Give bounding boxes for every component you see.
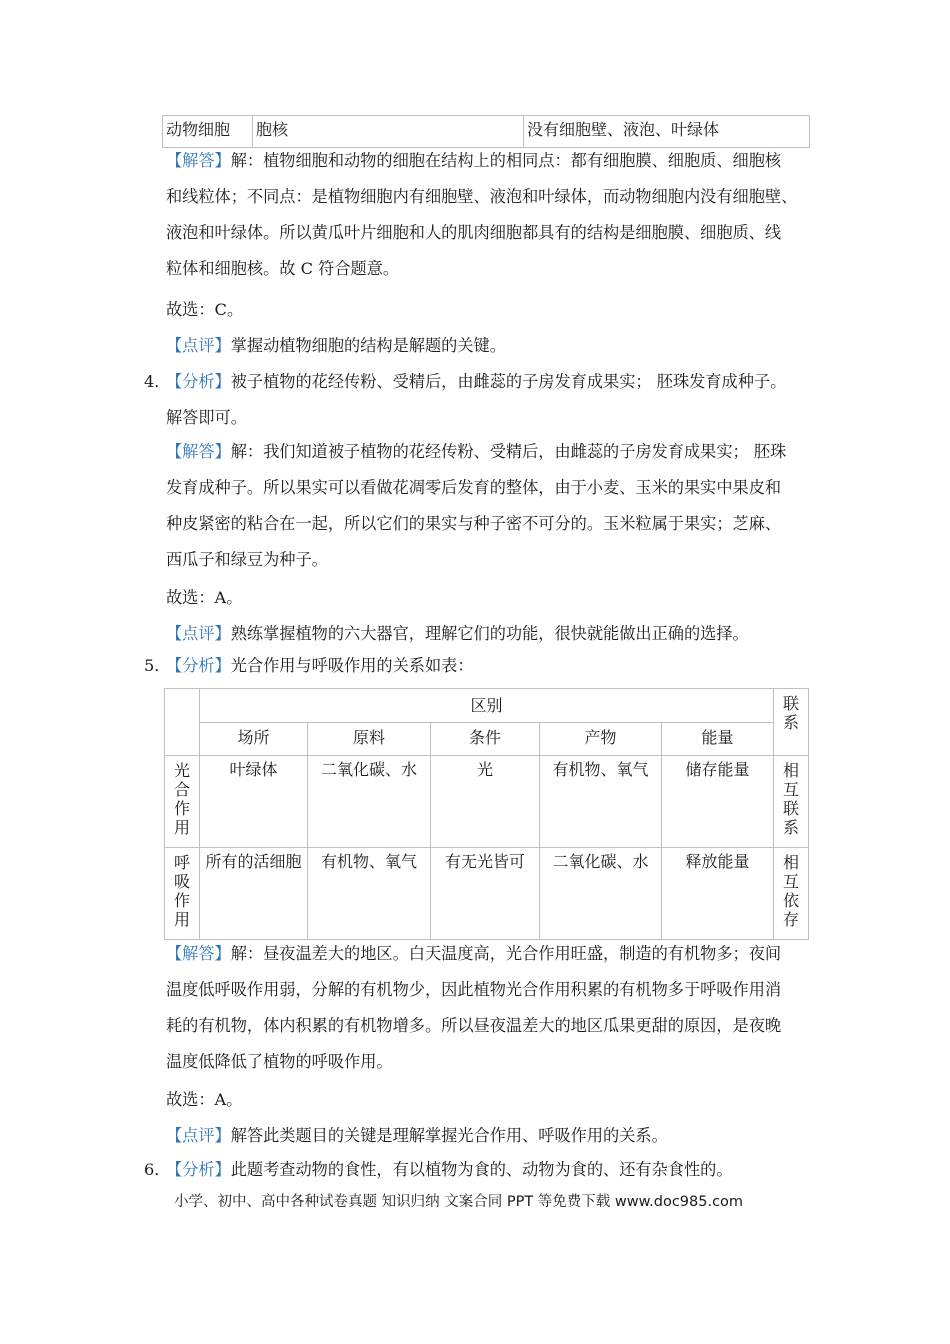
- analysis-label: 【分析】: [166, 656, 231, 675]
- column-header: 能量: [662, 723, 774, 756]
- table-cell: 有机物、氧气: [540, 756, 662, 848]
- analysis-label: 【分析】: [166, 1160, 231, 1179]
- q4-choice: 故选：A。: [166, 588, 243, 607]
- table-cell: 没有细胞壁、液泡、叶绿体: [524, 116, 810, 148]
- link-cell: 相 互 依 存: [774, 848, 809, 940]
- table-row: [165, 689, 809, 723]
- analysis-label: 【分析】: [166, 372, 231, 391]
- table-cell: 光: [431, 756, 540, 848]
- comment-label: 【点评】: [166, 1126, 231, 1145]
- column-header: 原料: [308, 723, 431, 756]
- column-header: 条件: [431, 723, 540, 756]
- table-cell: 所有的活细胞: [200, 848, 308, 940]
- table-cell: 二氧化碳、水: [540, 848, 662, 940]
- page-footer: 小学、初中、高中各种试卷真题 知识归纳 文案合同 PPT 等免费下载 www.doc985.com: [174, 1194, 744, 1210]
- row-label-respiration: 呼 吸 作 用: [165, 848, 200, 940]
- answer-label: 【解答】: [166, 442, 231, 461]
- q3-choice: 故选：C。: [166, 300, 244, 319]
- answer-label: 【解答】: [166, 944, 231, 963]
- table-corner-cell: [165, 689, 200, 756]
- table-cell: 有无光皆可: [431, 848, 540, 940]
- table-row: [165, 756, 809, 848]
- table-cell: 胞核: [253, 116, 524, 148]
- row-label-photosynthesis: 光 合 作 用: [165, 756, 200, 848]
- q5-analysis: 【分析】光合作用与呼吸作用的关系如表：: [166, 656, 474, 675]
- table-row: [165, 723, 809, 756]
- q5-comment: 【点评】解答此类题目的关键是理解掌握光合作用、呼吸作用的关系。: [166, 1126, 668, 1145]
- table-cell: 有机物、氧气: [308, 848, 431, 940]
- comment-label: 【点评】: [166, 624, 231, 643]
- q3-answer: 【解答】解：植物细胞和动物的细胞在结构上的相同点：都有细胞膜、细胞质、细胞核 和线粒体；不同点：是植物细胞内有细胞壁、液泡和叶绿体，而动物细胞内没有细胞壁、 液泡和叶绿体。所以黄瓜叶片细胞和人的肌肉细胞都具有的结构是细胞膜、细胞质、线 粒体和细胞核。故 C 符合题意。: [166, 151, 798, 278]
- q5-answer: 【解答】解：昼夜温差大的地区。白天温度高，光合作用旺盛，制造的有机物多；夜间 温度低呼吸作用弱，分解的有机物少，因此植物光合作用积累的有机物多于呼吸作用消 耗的有机物，体内积累的有机物增多。所以昼夜温差大的地区瓜果更甜的原因，是夜晚 温度低降低了植物的呼吸作用。: [166, 944, 782, 1071]
- group-header: 区别: [200, 689, 774, 723]
- question-number: 6．: [144, 1160, 171, 1179]
- comment-label: 【点评】: [166, 336, 231, 355]
- link-header: 联 系: [774, 689, 809, 756]
- q4-comment: 【点评】熟练掌握植物的六大器官，理解它们的功能，很快就能做出正确的选择。: [166, 624, 749, 643]
- q4-analysis: 【分析】被子植物的花经传粉、受精后，由雌蕊的子房发育成果实； 胚珠发育成种子。 解答即可。: [166, 372, 787, 427]
- question-number: 4．: [144, 372, 171, 391]
- answer-label: 【解答】: [166, 151, 231, 170]
- table-cell: 叶绿体: [200, 756, 308, 848]
- q5-choice: 故选：A。: [166, 1090, 243, 1109]
- photosynthesis-respiration-table: [164, 688, 809, 940]
- table-cell: 二氧化碳、水: [308, 756, 431, 848]
- column-header: 场所: [200, 723, 308, 756]
- q3-comment: 【点评】掌握动植物细胞的结构是解题的关键。: [166, 336, 506, 355]
- q4-answer: 【解答】解：我们知道被子植物的花经传粉、受精后，由雌蕊的子房发育成果实； 胚珠 发育成种子。所以果实可以看做花凋零后发育的整体，由于小麦、玉米的果实中果皮和 种皮紧密的粘合在一起，所以它们的果实与种子密不可分的。玉米粒属于果实；芝麻、 西瓜子和绿豆为种子。: [166, 442, 787, 569]
- column-header: 产物: [540, 723, 662, 756]
- table-cell: 释放能量: [662, 848, 774, 940]
- q6-analysis: 【分析】此题考查动物的食性，有以植物为食的、动物为食的、还有杂食性的。: [166, 1160, 733, 1179]
- table-cell: 动物细胞: [163, 116, 253, 148]
- question-number: 5．: [144, 656, 171, 675]
- link-cell: 相 互 联 系: [774, 756, 809, 848]
- table-cell: 储存能量: [662, 756, 774, 848]
- table-row: [165, 848, 809, 940]
